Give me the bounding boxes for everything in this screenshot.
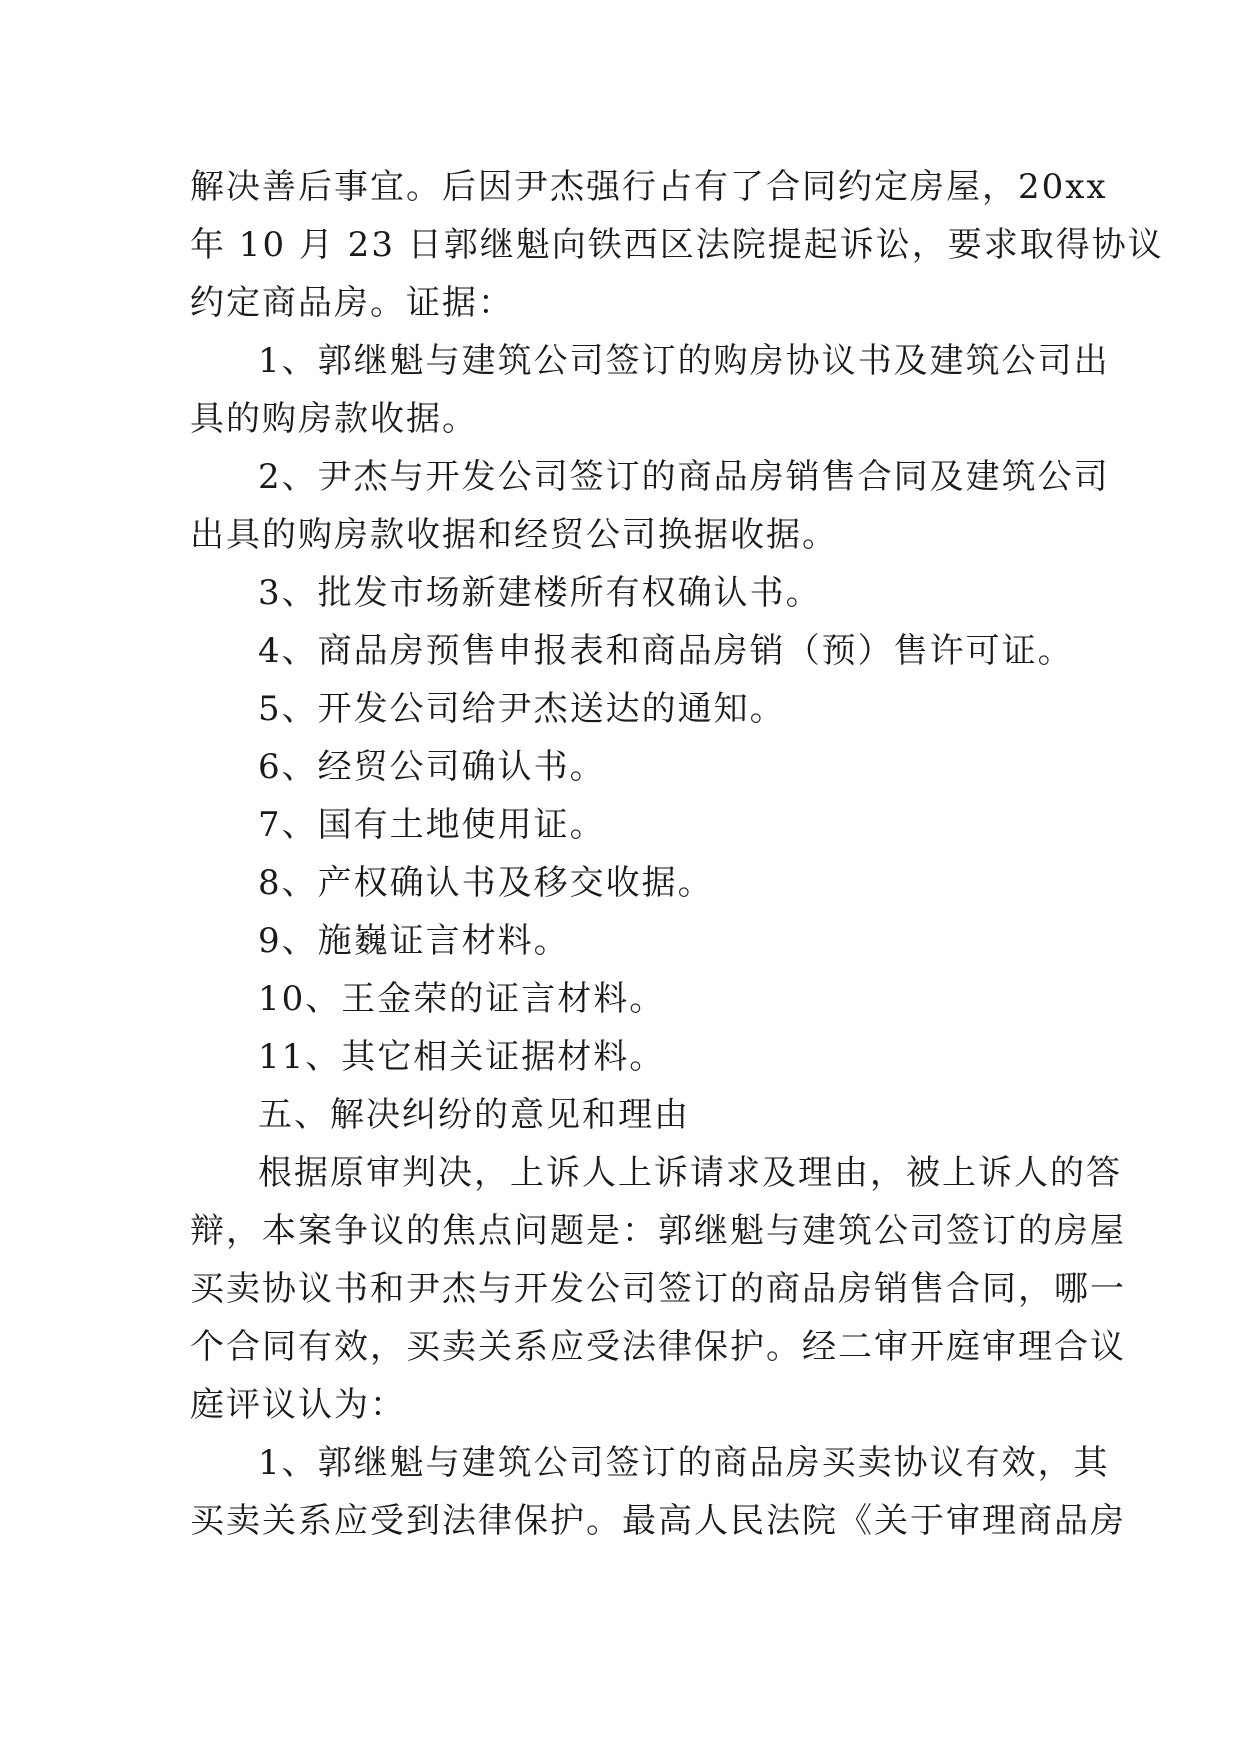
evidence-item: 10、王金荣的证言材料。 bbox=[258, 979, 666, 1019]
evidence-item: 6、经贸公司确认书。 bbox=[258, 747, 606, 787]
evidence-item: 2、尹杰与开发公司签订的商品房销售合同及建筑公司 bbox=[258, 457, 1110, 497]
text-line: 年 10 月 23 日郭继魁向铁西区法院提起诉讼，要求取得协议 bbox=[190, 225, 1164, 265]
evidence-item: 8、产权确认书及移交收据。 bbox=[258, 863, 714, 903]
evidence-item: 3、批发市场新建楼所有权确认书。 bbox=[258, 573, 822, 613]
evidence-item: 9、施巍证言材料。 bbox=[258, 921, 570, 961]
evidence-item: 5、开发公司给尹杰送达的通知。 bbox=[258, 689, 786, 729]
evidence-item: 11、其它相关证据材料。 bbox=[258, 1037, 666, 1077]
paragraph-start: 1、郭继魁与建筑公司签订的商品房买卖协议有效，其 bbox=[258, 1443, 1110, 1483]
section-heading: 五、解决纠纷的意见和理由 bbox=[258, 1095, 690, 1135]
evidence-item: 7、国有土地使用证。 bbox=[258, 805, 606, 845]
text-line: 买卖协议书和尹杰与开发公司签订的商品房销售合同，哪一 bbox=[190, 1269, 1126, 1309]
text-line: 个合同有效，买卖关系应受法律保护。经二审开庭审理合议 bbox=[190, 1327, 1126, 1367]
text-line: 辩，本案争议的焦点问题是：郭继魁与建筑公司签订的房屋 bbox=[190, 1211, 1126, 1251]
paragraph-start: 根据原审判决，上诉人上诉请求及理由，被上诉人的答 bbox=[258, 1153, 1122, 1193]
document-page bbox=[190, 158, 1164, 1550]
text-line: 具的购房款收据。 bbox=[190, 399, 478, 439]
text-line: 解决善后事宜。后因尹杰强行占有了合同约定房屋，20xx bbox=[190, 167, 1108, 207]
text-line: 买卖关系应受到法律保护。最高人民法院《关于审理商品房 bbox=[190, 1501, 1126, 1541]
text-line: 庭评议认为： bbox=[190, 1385, 406, 1425]
text-line: 出具的购房款收据和经贸公司换据收据。 bbox=[190, 515, 838, 555]
text-line: 约定商品房。证据： bbox=[190, 283, 514, 323]
evidence-item: 4、商品房预售申报表和商品房销（预）售许可证。 bbox=[258, 631, 1074, 671]
evidence-item: 1、郭继魁与建筑公司签订的购房协议书及建筑公司出 bbox=[258, 341, 1110, 381]
